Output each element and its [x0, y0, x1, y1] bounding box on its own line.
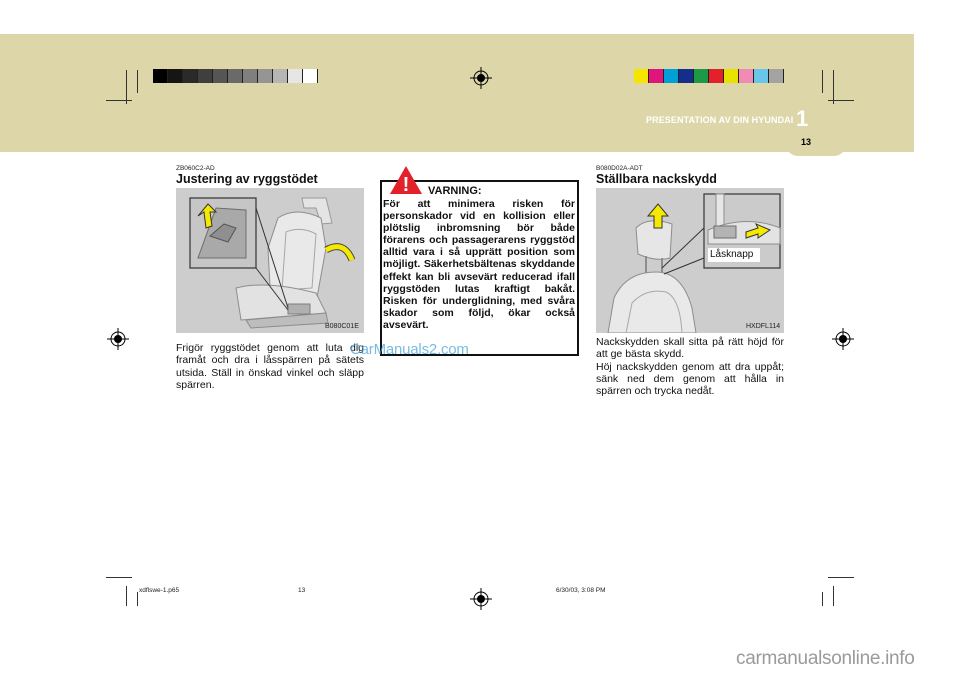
svg-text:!: ! — [402, 174, 410, 195]
footer-filename: xdflswe-1.p65 — [139, 587, 180, 594]
registration-target-icon — [470, 67, 492, 89]
color-swatch — [198, 69, 213, 83]
seat-drawing — [176, 188, 364, 333]
footer-page: 13 — [298, 587, 306, 594]
footer-date: 6/30/03, 3:08 PM — [556, 587, 606, 594]
right-section-title: Ställbara nackskydd — [596, 172, 717, 186]
crop-mark — [106, 577, 132, 578]
left-paragraph: Frigör ryggstödet genom att luta dig framåt och dra i låsspärren på sätets utsida. Ställ in önskad vinkel och släpp spärren. — [176, 342, 364, 391]
color-swatch — [228, 69, 243, 83]
warning-title: VARNING: — [428, 185, 482, 197]
registration-target-icon — [470, 588, 492, 610]
headrest-illustration — [596, 188, 784, 333]
color-swatch — [634, 69, 649, 83]
right-figure-id: HXDFL114 — [746, 323, 781, 330]
watermark-text: CarManuals2.com — [350, 341, 469, 358]
color-swatch — [273, 69, 288, 83]
left-body-text — [176, 342, 364, 391]
color-swatch — [153, 69, 168, 83]
crop-mark — [126, 70, 127, 104]
crop-mark — [833, 70, 834, 104]
crop-mark — [828, 100, 854, 101]
left-section-title: Justering av ryggstödet — [176, 172, 318, 186]
chapter-number: 1 — [796, 106, 809, 131]
color-swatch — [288, 69, 303, 83]
right-paragraph-2: Höj nackskydden genom att dra uppåt; sänk ned dem genom att hålla in spärren och trycka nedåt. — [596, 360, 784, 398]
lock-button-label: Låsknapp — [710, 249, 754, 260]
crop-mark — [822, 592, 823, 606]
color-swatch — [664, 69, 679, 83]
right-section-code: B080D02A-ADT — [596, 165, 643, 172]
header-band — [0, 34, 914, 152]
color-calibration-bar-right — [634, 69, 784, 83]
color-swatch — [183, 69, 198, 83]
section-title: PRESENTATION AV DIN HYUNDAI — [646, 115, 794, 125]
registration-target-icon — [107, 328, 129, 350]
color-swatch — [694, 69, 709, 83]
color-swatch — [769, 69, 784, 83]
warning-triangle-icon — [389, 165, 423, 195]
crop-mark — [833, 586, 834, 606]
site-watermark: carmanualsonline.info — [736, 648, 915, 669]
registration-target-icon — [832, 328, 854, 350]
color-swatch — [739, 69, 754, 83]
crop-mark — [822, 70, 823, 93]
warning-text: För att minimera risken för personskador vid en kollision eller plötslig inbromsning bör både förarens och passagerarens ryggstöd alltid vara i så upprätt position som möjligt. Säkerhetsbältenas skyddande effekt kan bli avsevärt reducerad ifall ryggstöden lutas kraftigt bakåt. Risken för underglidning, med svåra skador som följd, ökar också avsevärt. — [383, 198, 575, 331]
color-swatch — [303, 69, 318, 83]
page-number: 13 — [800, 137, 811, 147]
crop-mark — [828, 577, 854, 578]
color-swatch — [258, 69, 273, 83]
right-body-text — [596, 336, 784, 397]
color-swatch — [724, 69, 739, 83]
color-swatch — [168, 69, 183, 83]
crop-mark — [106, 100, 132, 101]
left-section-code: ZB060C2-AD — [176, 165, 215, 172]
crop-mark — [126, 586, 127, 606]
color-swatch — [649, 69, 664, 83]
left-figure-id: B080C01E — [325, 323, 359, 330]
color-swatch — [679, 69, 694, 83]
color-swatch — [709, 69, 724, 83]
crop-mark — [137, 592, 138, 606]
color-swatch — [213, 69, 228, 83]
right-paragraph-1: Nackskydden skall sitta på rätt höjd för att ge bästa skydd. — [596, 336, 784, 361]
color-swatch — [754, 69, 769, 83]
color-swatch — [243, 69, 258, 83]
color-calibration-bar-left — [153, 69, 318, 83]
headrest-drawing — [596, 188, 784, 333]
seat-adjustment-illustration — [176, 188, 364, 333]
page-number-tab — [786, 134, 846, 156]
crop-mark — [137, 70, 138, 93]
